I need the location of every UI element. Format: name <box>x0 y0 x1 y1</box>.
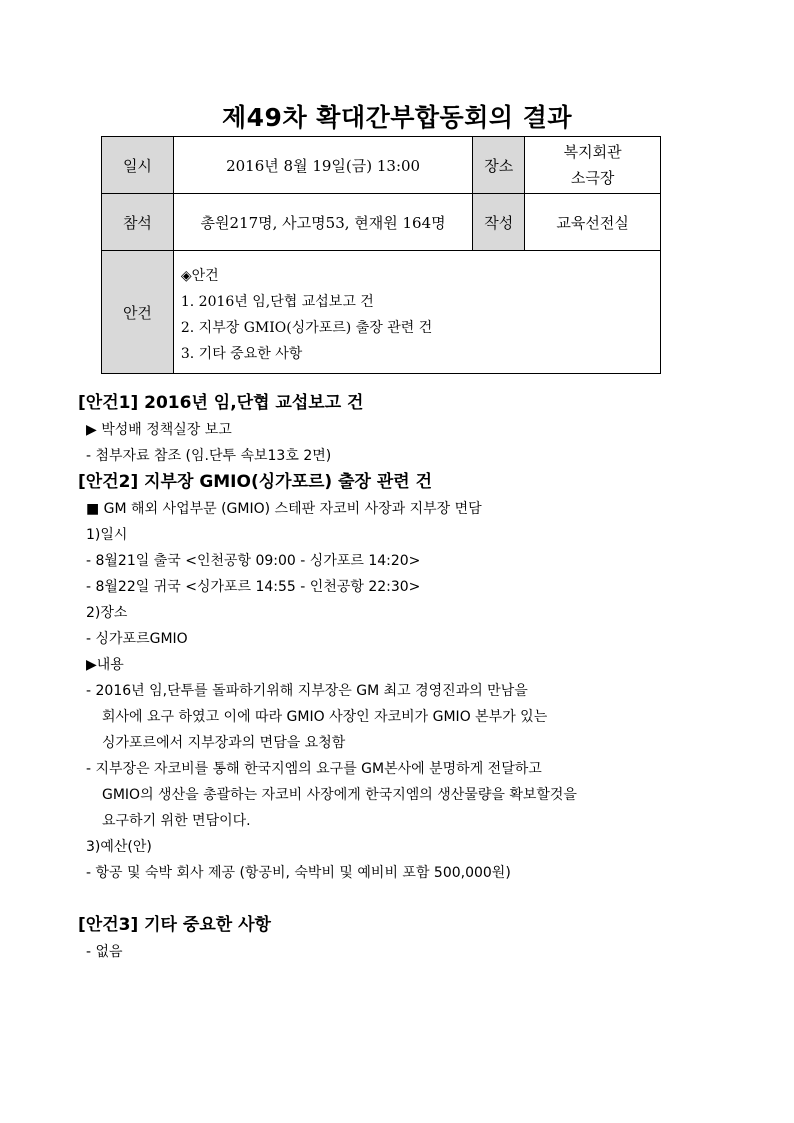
section-2-line: - 싱가포르GMIO <box>86 631 188 647</box>
section-2-line: 2)장소 <box>86 605 128 621</box>
agenda-label: 안건 <box>102 251 174 374</box>
section-2-line: GMIO의 생산을 총괄하는 자코비 사장에게 한국지엠의 생산물량을 확보할것을 <box>102 787 577 803</box>
section-2-line: - 8월22일 귀국 <싱가포르 14:55 - 인천공항 22:30> <box>86 579 421 595</box>
section-2-line: ■ GM 해외 사업부문 (GMIO) 스테판 자코비 사장과 지부장 면담 <box>86 501 482 517</box>
agenda-list <box>173 251 660 374</box>
section-2-line: - 지부장은 자코비를 통해 한국지엠의 요구를 GM본사에 분명하게 전달하고 <box>86 761 542 777</box>
writer-label: 작성 <box>473 194 525 251</box>
document-title: 제49차 확대간부합동회의 결과 <box>222 103 572 132</box>
info-row-date <box>102 137 661 194</box>
date-value: 2016년 8월 19일(금) 13:00 <box>173 137 472 194</box>
section-2-line: 싱가포르에서 지부장과의 면담을 요청함 <box>102 735 346 751</box>
spacer <box>78 886 718 912</box>
section-2-line: ▶내용 <box>86 657 124 673</box>
place-line-2: 소극장 <box>570 169 615 187</box>
section-2-line: 3)예산(안) <box>86 839 152 855</box>
document-body <box>78 390 718 965</box>
attend-label: 참석 <box>102 194 174 251</box>
place-value <box>525 137 661 194</box>
meeting-info-table <box>101 136 661 374</box>
section-1-heading: [안건1] 2016년 임,단협 교섭보고 건 <box>78 393 364 413</box>
agenda-heading: ◈안건 <box>180 268 219 284</box>
section-1-line: - 첨부자료 참조 (임.단투 속보13호 2면) <box>86 448 332 464</box>
section-2-line: 요구하기 위한 면담이다. <box>102 813 251 829</box>
agenda-item: 2. 지부장 GMIO(싱가포르) 출장 관련 건 <box>180 320 433 336</box>
writer-value: 교육선전실 <box>525 194 661 251</box>
attend-value: 총원217명, 사고명53, 현재원 164명 <box>173 194 472 251</box>
place-line-1: 복지회관 <box>563 143 622 161</box>
place-label: 장소 <box>473 137 525 194</box>
section-1-line: ▶ 박성배 정책실장 보고 <box>86 422 232 438</box>
section-2-line: - 항공 및 숙박 회사 제공 (항공비, 숙박비 및 예비비 포함 500,000원) <box>86 865 511 881</box>
agenda-item: 3. 기타 중요한 사항 <box>180 346 303 362</box>
section-3-heading: [안건3] 기타 중요한 사항 <box>78 915 271 935</box>
section-2-line: 1)일시 <box>86 527 128 543</box>
section-2-line: - 2016년 임,단투를 돌파하기위해 지부장은 GM 최고 경영진과의 만남을 <box>86 683 528 699</box>
info-row-agenda <box>102 251 661 374</box>
info-row-attendance <box>102 194 661 251</box>
section-3-line: - 없음 <box>86 944 123 960</box>
date-label: 일시 <box>102 137 174 194</box>
section-2-line: 회사에 요구 하였고 이에 따라 GMIO 사장인 자코비가 GMIO 본부가 있는 <box>102 709 548 725</box>
agenda-item: 1. 2016년 임,단협 교섭보고 건 <box>180 294 374 310</box>
section-2-heading: [안건2] 지부장 GMIO(싱가포르) 출장 관련 건 <box>78 472 433 492</box>
section-2-line: - 8월21일 출국 <인천공항 09:00 - 싱가포르 14:20> <box>86 553 421 569</box>
